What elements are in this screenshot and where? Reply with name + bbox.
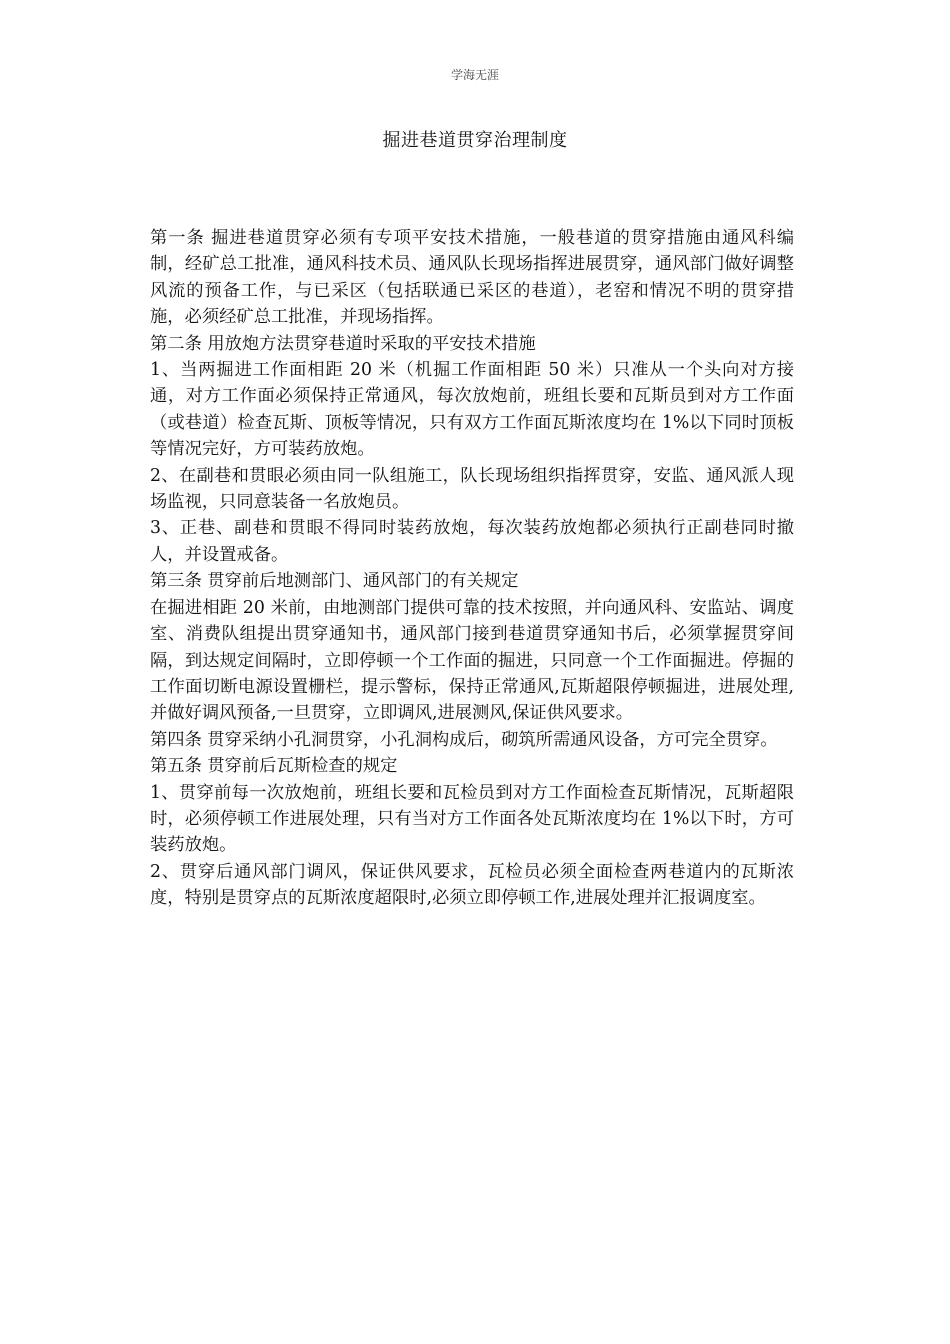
article-3-heading: 第三条 贯穿前后地测部门、通风部门的有关规定 xyxy=(150,571,519,592)
article-3-body: 在掘进相距 20 米前，由地测部门提供可靠的技术按照，并向通风科、安监站、调度室、消费队组提出贯穿通知书，通风部门接到巷道贯穿通知书后，必须掌握贯穿间隔，到达规定间隔时，立即停顿一个工作面的掘进，只同意一个工作面掘进。停掘的工作面切断电源设置栅栏，提示警标，保持正常通风,瓦斯超限停顿掘进，进展处理,并做好调风预备,一旦贯穿，立即调风,进展测风,保证供风要求。 xyxy=(150,597,794,724)
article-5-heading: 第五条 贯穿前后瓦斯检查的规定 xyxy=(150,756,398,777)
document-title: 掘进巷道贯穿治理制度 xyxy=(382,130,568,151)
page-header: 学海无涯 xyxy=(450,68,499,82)
article-5-item-1: 1、贯穿前每一次放炮前，班组长要和瓦检员到对方工作面检查瓦斯情况，瓦斯超限时，必须停顿工作进展处理，只有当对方工作面各处瓦斯浓度均在 1%以下时，方可装药放炮。 xyxy=(150,782,794,856)
article-1: 第一条 掘进巷道贯穿必须有专项平安技术措施，一般巷道的贯穿措施由通风科编制，经矿总工批准，通风科技术员、通风队长现场指挥进展贯穿，通风部门做好调整风流的预备工作，与已采区（包括联通已采区的巷道），老窑和情况不明的贯穿措施，必须经矿总工批准，并现场指挥。 xyxy=(150,228,794,328)
article-2-item-2: 2、在副巷和贯眼必须由同一队组施工，队长现场组织指挥贯穿，安监、通风派人现场监视，只同意装备一名放炮员。 xyxy=(150,465,794,513)
article-2-heading: 第二条 用放炮方法贯穿巷道时采取的平安技术措施 xyxy=(150,333,536,354)
article-5-item-2: 2、贯穿后通风部门调风，保证供风要求，瓦检员必须全面检查两巷道内的瓦斯浓度，特别是贯穿点的瓦斯浓度超限时,必须立即停顿工作,进展处理并汇报调度室。 xyxy=(150,861,794,909)
article-2-item-1: 1、当两掘进工作面相距 20 米（机掘工作面相距 50 米）只准从一个头向对方接通，对方工作面必须保持正常通风，每次放炮前，班组长要和瓦斯员到对方工作面（或巷道）检查瓦斯、顶板等情况，只有双方工作面瓦斯浓度均在 1%以下同时顶板等情况完好，方可装药放炮。 xyxy=(150,360,794,460)
document-body xyxy=(150,225,794,912)
article-4: 第四条 贯穿采纳小孔洞贯穿，小孔洞构成后，砌筑所需通风设备，方可完全贯穿。 xyxy=(150,729,778,750)
article-2-item-3: 3、正巷、副巷和贯眼不得同时装药放炮，每次装药放炮都必须执行正副巷同时撤人，并设置戒备。 xyxy=(150,518,794,565)
